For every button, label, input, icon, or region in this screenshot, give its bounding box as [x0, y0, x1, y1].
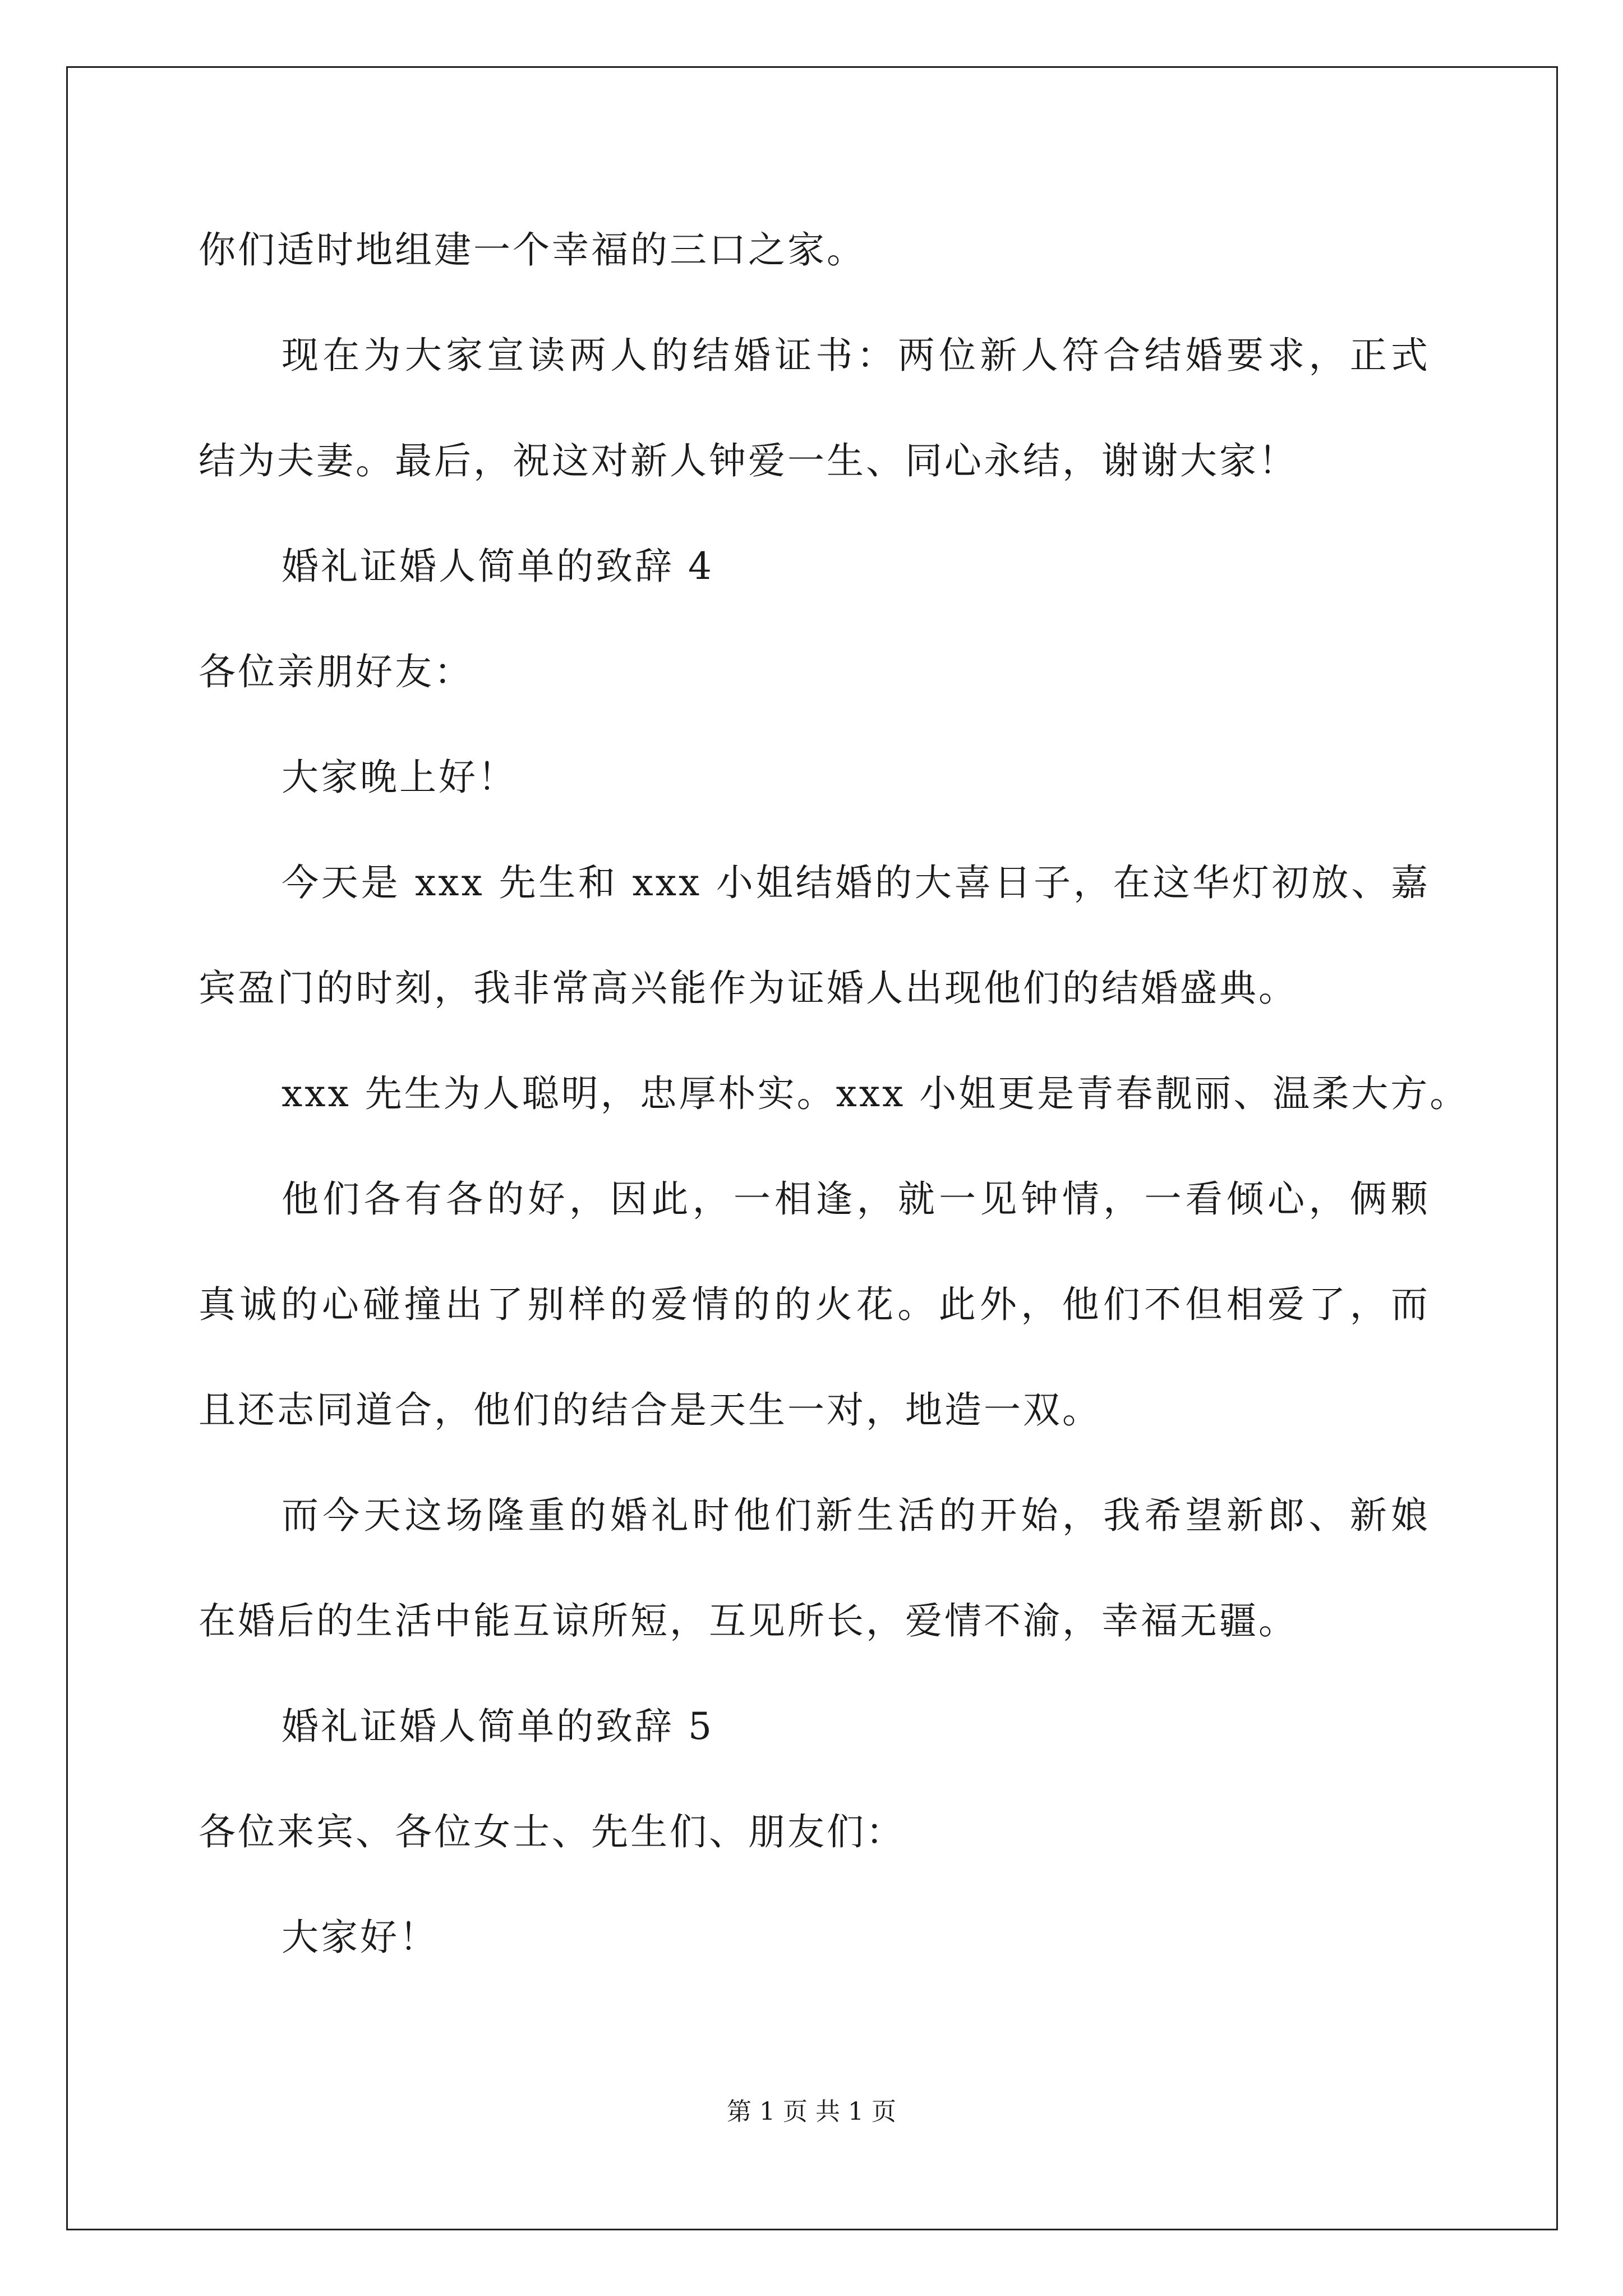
section-heading: [282, 514, 714, 619]
line-text: 各位来宾、各位女士、先生们、朋友们：: [199, 1810, 905, 1853]
paragraph-line: [199, 1568, 1298, 1674]
line-text: 结为夫妻。最后，祝这对新人钟爱一生、同心永结，谢谢大家！: [199, 439, 1298, 482]
section-heading: [282, 1674, 714, 1779]
paragraph-line: [199, 1252, 1430, 1358]
paragraph-line: [199, 936, 1298, 1041]
paragraph-line: [282, 303, 1430, 408]
line-text: 各位亲朋好友：: [199, 650, 473, 693]
line-text: 在婚后的生活中能互谅所短，互见所长，爱情不渝，幸福无疆。: [199, 1599, 1298, 1642]
line-text: xxx 先生为人聪明，忠厚朴实。xxx 小姐更是青春靓丽、温柔大方。: [282, 1072, 1469, 1115]
paragraph-line: [199, 197, 866, 303]
greeting: [282, 1885, 439, 1990]
line-text: 他们各有各的好，因此，一相逢，就一见钟情，一看倾心，俩颗: [282, 1177, 1430, 1221]
line-text: 宾盈门的时刻，我非常高兴能作为证婚人出现他们的结婚盛典。: [199, 967, 1298, 1010]
paragraph-line: [282, 1041, 1469, 1147]
line-text: 且还志同道合，他们的结合是天生一对，地造一双。: [199, 1388, 1101, 1432]
page-footer: 第 1 页 共 1 页: [727, 2097, 896, 2126]
heading-text: 婚礼证婚人简单的致辞 4: [282, 545, 714, 588]
paragraph-line: [282, 830, 1430, 936]
line-text: 你们适时地组建一个幸福的三口之家。: [199, 228, 866, 272]
line-text: 大家好！: [282, 1916, 439, 1959]
greeting: [282, 725, 517, 830]
line-text: 大家晚上好！: [282, 756, 517, 799]
paragraph-line: [199, 408, 1298, 514]
paragraph-line: [282, 1463, 1430, 1568]
line-text: 现在为大家宣读两人的结婚证书：两位新人符合结婚要求，正式: [282, 334, 1430, 377]
paragraph-line: [199, 1358, 1101, 1463]
salutation: [199, 619, 473, 725]
line-text: 而今天这场隆重的婚礼时他们新生活的开始，我希望新郎、新娘: [282, 1494, 1430, 1537]
heading-text: 婚礼证婚人简单的致辞 5: [282, 1705, 714, 1748]
line-text: 今天是 xxx 先生和 xxx 小姐结婚的大喜日子，在这华灯初放、嘉: [282, 861, 1430, 904]
line-text: 真诚的心碰撞出了别样的爱情的的火花。此外，他们不但相爱了，而: [199, 1283, 1430, 1326]
paragraph-line: [282, 1147, 1430, 1252]
salutation: [199, 1779, 905, 1885]
